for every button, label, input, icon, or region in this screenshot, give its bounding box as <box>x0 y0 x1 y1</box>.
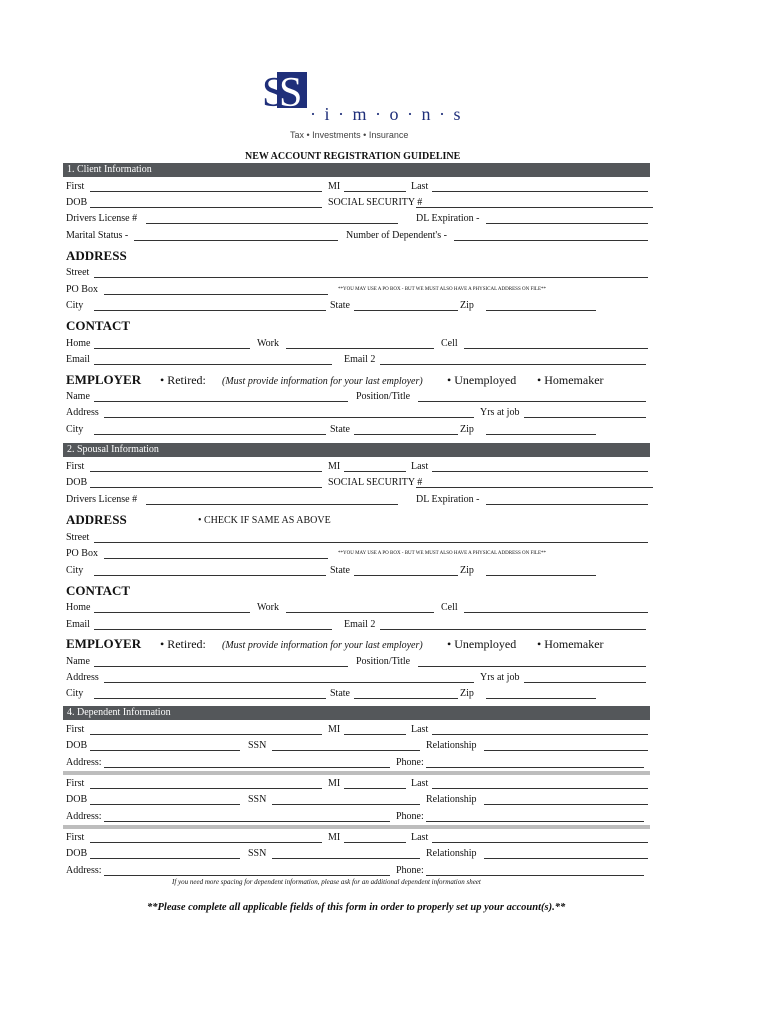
client-work-field[interactable] <box>286 348 434 349</box>
client-email2-field[interactable] <box>380 364 646 365</box>
client-cell-field[interactable] <box>464 348 648 349</box>
po-box-label: PO Box <box>66 284 98 295</box>
contact-heading: CONTACT <box>66 583 131 598</box>
last-label: Last <box>411 778 429 789</box>
logo-wordmark: · i · m · o · n · s <box>310 104 463 124</box>
dependents-label: Number of Dependent's - <box>346 230 447 241</box>
dependent-divider <box>63 771 650 775</box>
dep3-address-field[interactable] <box>104 875 390 876</box>
client-yrs-field[interactable] <box>524 417 646 418</box>
dep2-dob-field[interactable] <box>90 804 240 805</box>
zip-label: Zip <box>460 300 474 311</box>
client-first-field[interactable] <box>90 191 322 192</box>
client-employer-address-field[interactable] <box>104 417 474 418</box>
state-label: State <box>330 565 350 576</box>
spouse-dob-field[interactable] <box>90 487 322 488</box>
city-label: City <box>66 688 84 699</box>
client-dob-field[interactable] <box>90 207 322 208</box>
client-employer-name-field[interactable] <box>94 401 348 402</box>
street-label: Street <box>66 532 90 543</box>
zip-label: Zip <box>460 565 474 576</box>
spouse-po-box-field[interactable] <box>104 558 328 559</box>
client-marital-field[interactable] <box>134 240 338 241</box>
first-label: First <box>66 181 85 192</box>
dep1-relationship-field[interactable] <box>484 750 648 751</box>
mi-label: MI <box>328 832 341 843</box>
spouse-email2-field[interactable] <box>380 629 646 630</box>
spouse-email-field[interactable] <box>94 629 332 630</box>
retired-option[interactable]: • Retired: <box>160 373 206 387</box>
client-dl-exp-field[interactable] <box>486 223 648 224</box>
cell-label: Cell <box>441 338 458 349</box>
name-label: Name <box>66 391 90 402</box>
spouse-mi-field[interactable] <box>344 471 406 472</box>
address-heading: ADDRESS <box>66 248 127 263</box>
marital-status-label: Marital Status - <box>66 230 129 241</box>
spouse-employer-address-field[interactable] <box>104 682 474 683</box>
position-label: Position/Title <box>356 391 411 402</box>
last-label: Last <box>411 181 429 192</box>
dep1-last-field[interactable] <box>432 734 648 735</box>
client-zip-field[interactable] <box>486 310 596 311</box>
section-dependent-header: 4. Dependent Information <box>63 706 650 720</box>
client-dl-field[interactable] <box>146 223 398 224</box>
dep3-last-field[interactable] <box>432 842 648 843</box>
zip-label: Zip <box>460 424 474 435</box>
first-label: First <box>66 778 85 789</box>
spouse-ssn-field[interactable] <box>416 487 653 488</box>
address-label: Address <box>66 407 99 418</box>
spouse-employer-city-field[interactable] <box>94 698 326 699</box>
work-label: Work <box>257 602 279 613</box>
dep2-mi-field[interactable] <box>344 788 406 789</box>
svg-text:S: S <box>279 70 303 116</box>
home-label: Home <box>66 338 91 349</box>
client-email-field[interactable] <box>94 364 332 365</box>
mi-label: MI <box>328 181 341 192</box>
yrs-label: Yrs at job <box>480 407 520 418</box>
retired-note: (Must provide information for your last employer) <box>222 640 423 651</box>
dep2-address-field[interactable] <box>104 821 390 822</box>
home-label: Home <box>66 602 91 613</box>
dep3-phone-field[interactable] <box>426 875 644 876</box>
spacing-note: If you need more spacing for dependent information, please ask for an additional dependent information sheet <box>172 878 481 886</box>
dep1-first-field[interactable] <box>90 734 322 735</box>
drivers-license-label: Drivers License # <box>66 213 138 224</box>
dob-label: DOB <box>66 197 88 208</box>
street-label: Street <box>66 267 90 278</box>
city-label: City <box>66 424 84 435</box>
employer-heading: EMPLOYER <box>66 636 142 651</box>
dep2-ssn-field[interactable] <box>272 804 420 805</box>
dep1-dob-field[interactable] <box>90 750 240 751</box>
mi-label: MI <box>328 778 341 789</box>
city-label: City <box>66 565 84 576</box>
drivers-license-label: Drivers License # <box>66 494 138 505</box>
employer-heading: EMPLOYER <box>66 372 142 387</box>
spouse-dl-field[interactable] <box>146 504 398 505</box>
retired-note: (Must provide information for your last employer) <box>222 376 423 387</box>
email2-label: Email 2 <box>344 619 376 630</box>
client-last-field[interactable] <box>432 191 648 192</box>
po-box-note: **YOU MAY USE A PO BOX - BUT WE MUST ALSO HAVE A PHYSICAL ADDRESS ON FILE** <box>338 551 546 556</box>
city-label: City <box>66 300 84 311</box>
mi-label: MI <box>328 724 341 735</box>
phone-label: Phone: <box>396 757 424 768</box>
mi-label: MI <box>328 461 341 472</box>
dep2-phone-field[interactable] <box>426 821 644 822</box>
client-dependents-field[interactable] <box>454 240 648 241</box>
dob-label: DOB <box>66 794 88 805</box>
dl-expiration-label: DL Expiration - <box>416 213 480 224</box>
address-heading: ADDRESS <box>66 512 127 527</box>
dep3-relationship-field[interactable] <box>484 858 648 859</box>
name-label: Name <box>66 656 90 667</box>
complete-note: **Please complete all applicable fields of this form in order to properly set up your account(s).** <box>147 902 566 913</box>
spouse-first-field[interactable] <box>90 471 322 472</box>
page-title: NEW ACCOUNT REGISTRATION GUIDELINE <box>245 151 461 162</box>
phone-label: Phone: <box>396 811 424 822</box>
section-spousal-header: 2. Spousal Information <box>63 443 650 457</box>
dep1-phone-field[interactable] <box>426 767 644 768</box>
zip-label: Zip <box>460 688 474 699</box>
dep1-mi-field[interactable] <box>344 734 406 735</box>
dependent-divider <box>63 825 650 829</box>
dep1-address-field[interactable] <box>104 767 390 768</box>
address-colon-label: Address: <box>66 865 102 876</box>
ssn-label: SOCIAL SECURITY # <box>328 197 423 208</box>
spouse-dl-exp-field[interactable] <box>486 504 648 505</box>
dep1-ssn-field[interactable] <box>272 750 420 751</box>
ssn-short-label: SSN <box>248 848 267 859</box>
state-label: State <box>330 424 350 435</box>
first-label: First <box>66 461 85 472</box>
spouse-street-field[interactable] <box>94 542 648 543</box>
first-label: First <box>66 832 85 843</box>
dep3-ssn-field[interactable] <box>272 858 420 859</box>
spouse-yrs-field[interactable] <box>524 682 646 683</box>
last-label: Last <box>411 724 429 735</box>
email-label: Email <box>66 354 90 365</box>
unemployed-option[interactable]: • Unemployed <box>447 637 517 651</box>
spouse-employer-name-field[interactable] <box>94 666 348 667</box>
client-home-field[interactable] <box>94 348 250 349</box>
last-label: Last <box>411 461 429 472</box>
dep3-mi-field[interactable] <box>344 842 406 843</box>
last-label: Last <box>411 832 429 843</box>
retired-option[interactable]: • Retired: <box>160 637 206 651</box>
contact-heading: CONTACT <box>66 318 131 333</box>
ssn-short-label: SSN <box>248 740 267 751</box>
svg-text:S: S <box>262 70 286 116</box>
po-box-note: **YOU MAY USE A PO BOX - BUT WE MUST ALSO HAVE A PHYSICAL ADDRESS ON FILE** <box>338 287 546 292</box>
section-client-header: 1. Client Information <box>63 163 650 177</box>
spouse-cell-field[interactable] <box>464 612 648 613</box>
homemaker-option[interactable]: • Homemaker <box>537 637 604 651</box>
work-label: Work <box>257 338 279 349</box>
ssn-short-label: SSN <box>248 794 267 805</box>
address-colon-label: Address: <box>66 757 102 768</box>
unemployed-option[interactable]: • Unemployed <box>447 373 517 387</box>
spouse-zip-field[interactable] <box>486 575 596 576</box>
client-street-field[interactable] <box>94 277 648 278</box>
spouse-work-field[interactable] <box>286 612 434 613</box>
spouse-state-field[interactable] <box>354 575 458 576</box>
dob-label: DOB <box>66 477 88 488</box>
email-label: Email <box>66 619 90 630</box>
spouse-home-field[interactable] <box>94 612 250 613</box>
cell-label: Cell <box>441 602 458 613</box>
relationship-label: Relationship <box>426 794 477 805</box>
client-mi-field[interactable] <box>344 191 406 192</box>
client-city-field[interactable] <box>94 310 326 311</box>
dep2-last-field[interactable] <box>432 788 648 789</box>
relationship-label: Relationship <box>426 848 477 859</box>
spouse-last-field[interactable] <box>432 471 648 472</box>
address-label: Address <box>66 672 99 683</box>
same-as-above-option[interactable]: • CHECK IF SAME AS ABOVE <box>198 515 331 526</box>
client-position-field[interactable] <box>418 401 646 402</box>
dep2-first-field[interactable] <box>90 788 322 789</box>
address-colon-label: Address: <box>66 811 102 822</box>
client-ssn-field[interactable] <box>416 207 653 208</box>
spouse-employer-zip-field[interactable] <box>486 698 596 699</box>
client-employer-city-field[interactable] <box>94 434 326 435</box>
spouse-employer-state-field[interactable] <box>354 698 458 699</box>
dep2-relationship-field[interactable] <box>484 804 648 805</box>
dep3-first-field[interactable] <box>90 842 322 843</box>
dep3-dob-field[interactable] <box>90 858 240 859</box>
dob-label: DOB <box>66 740 88 751</box>
email2-label: Email 2 <box>344 354 376 365</box>
spouse-position-field[interactable] <box>418 666 646 667</box>
client-employer-zip-field[interactable] <box>486 434 596 435</box>
relationship-label: Relationship <box>426 740 477 751</box>
spouse-city-field[interactable] <box>94 575 326 576</box>
first-label: First <box>66 724 85 735</box>
dob-label: DOB <box>66 848 88 859</box>
client-po-box-field[interactable] <box>104 294 328 295</box>
ssn-label: SOCIAL SECURITY # <box>328 477 423 488</box>
state-label: State <box>330 688 350 699</box>
po-box-label: PO Box <box>66 548 98 559</box>
state-label: State <box>330 300 350 311</box>
homemaker-option[interactable]: • Homemaker <box>537 373 604 387</box>
position-label: Position/Title <box>356 656 411 667</box>
client-employer-state-field[interactable] <box>354 434 458 435</box>
logo-tagline: Tax • Investments • Insurance <box>290 130 409 140</box>
phone-label: Phone: <box>396 865 424 876</box>
client-state-field[interactable] <box>354 310 458 311</box>
yrs-label: Yrs at job <box>480 672 520 683</box>
dl-expiration-label: DL Expiration - <box>416 494 480 505</box>
